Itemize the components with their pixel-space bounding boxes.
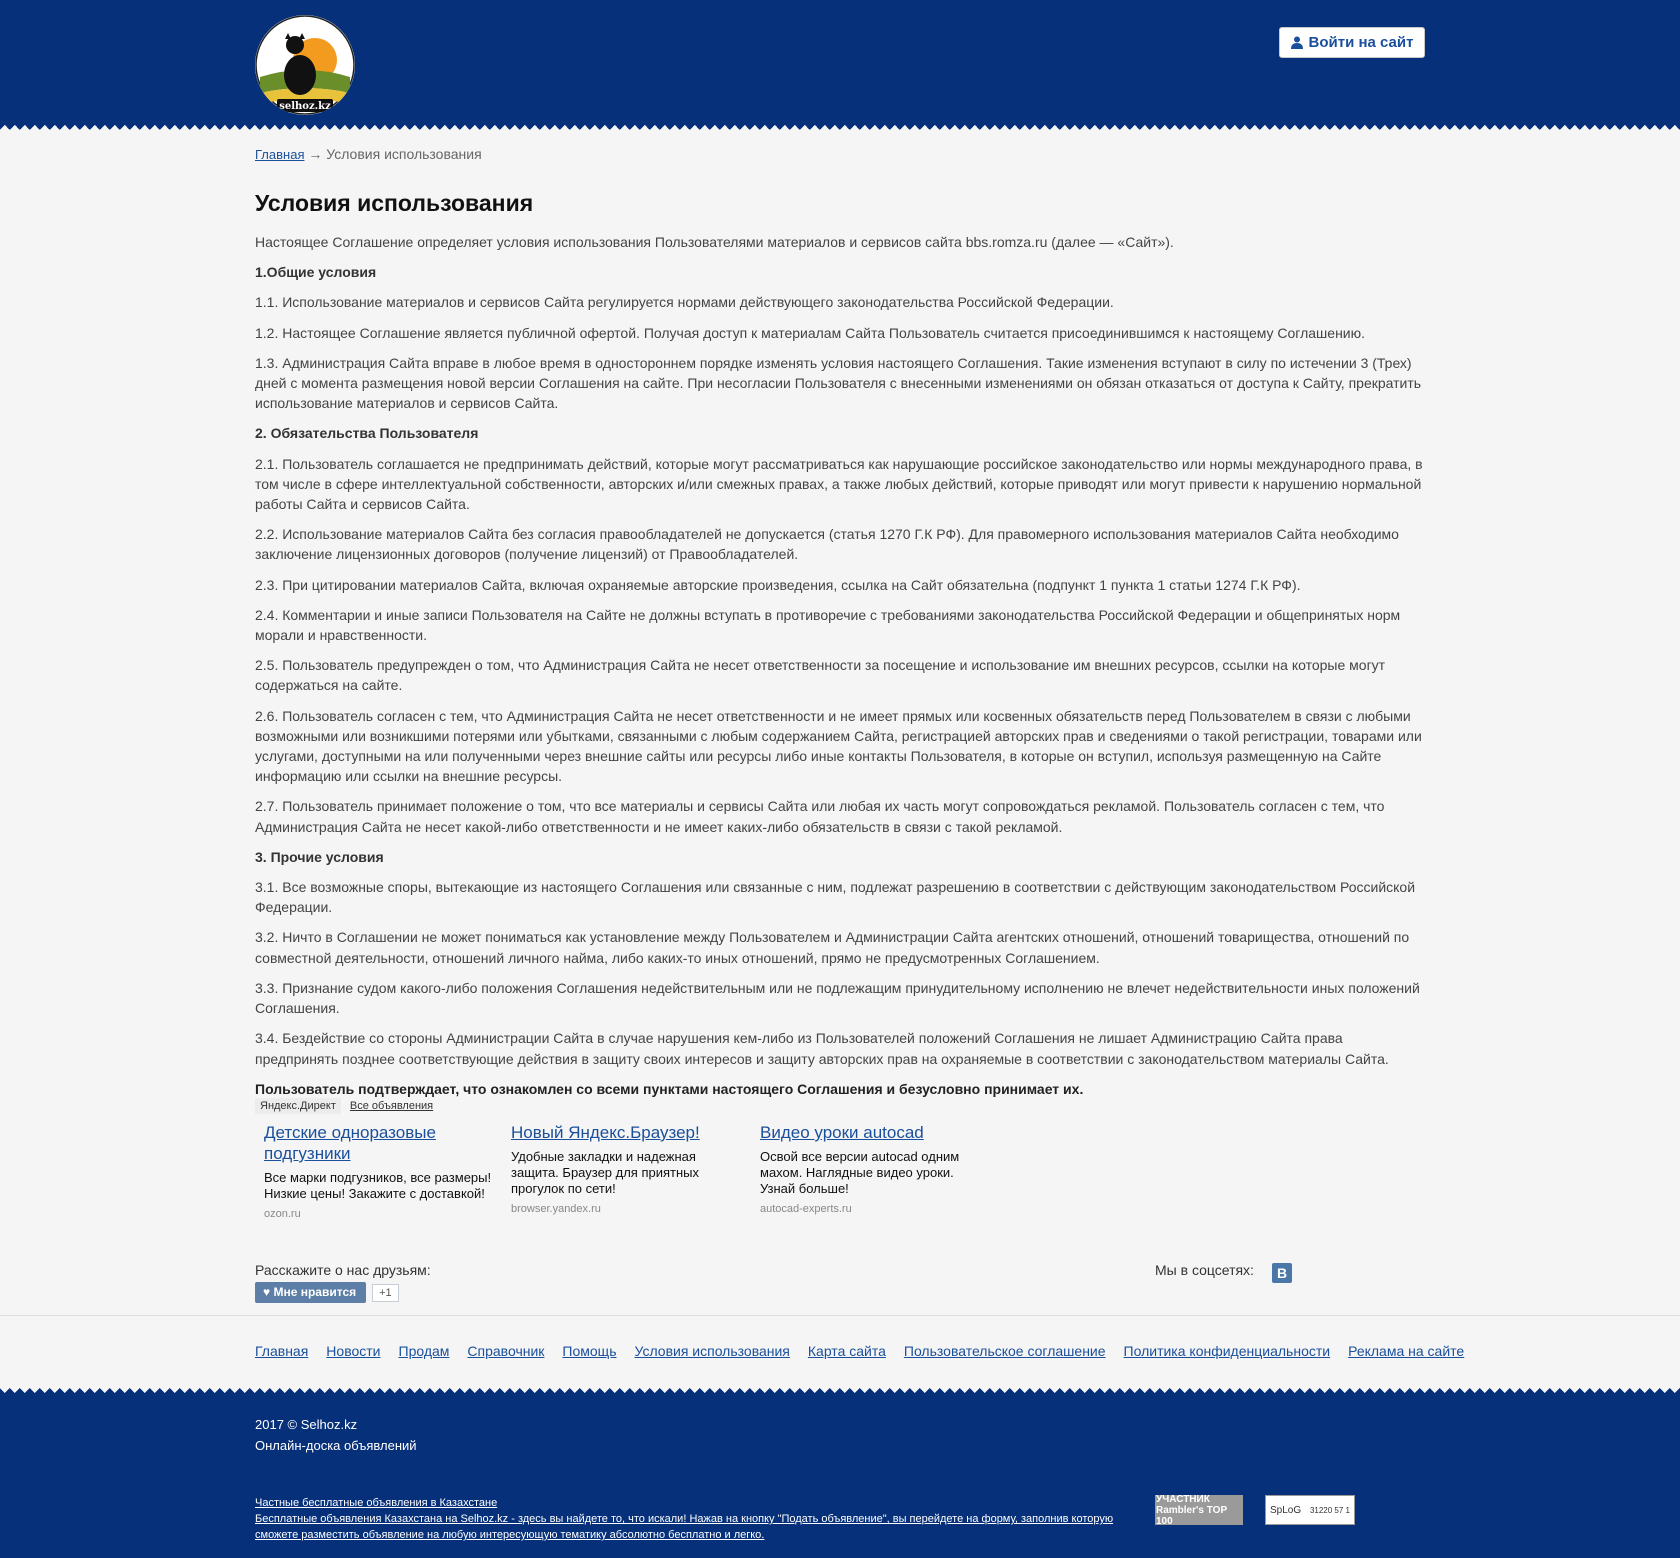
clause-3-2: 3.2. Ничто в Соглашении не может пониматься как установление между Пользователем и Администрации Сайта агентских отношений, отношений товарищества, отношений по совместной деятельности, отношений личного найма, либо каких-то иных отношений, прямо не предусмотренных Соглашением. bbox=[255, 929, 1410, 966]
login-label: Войти на сайт bbox=[1308, 34, 1414, 51]
section-2-title: 2. Обязательства Пользователя bbox=[255, 425, 479, 442]
login-button[interactable] bbox=[1279, 27, 1425, 58]
share-label: Расскажите о нас друзьям: bbox=[255, 1262, 431, 1278]
ad-description: Все марки подгузников, все размеры! Низкие цены! Закажите с доставкой! bbox=[264, 1170, 492, 1201]
clause-2-5: 2.5. Пользователь предупрежден о том, что Администрация Сайта не несет ответственности за посещение и использование им внешних ресурсов, ссылки на которые могут содержаться на сайте. bbox=[255, 657, 1386, 694]
clause-2-7: 2.7. Пользователь принимает положение о том, что все материалы и сервисы Сайта или любая их часть могут сопровождаться рекламой. Пользователь согласен с тем, что Администрация Сайта не несет какой-либо ответственности и не имеет каких-либо обязательств в связи с такой рекламой. bbox=[255, 798, 1385, 835]
terms-document bbox=[255, 232, 1425, 1109]
site-header bbox=[0, 0, 1680, 125]
all-ads-link[interactable]: Все объявления bbox=[349, 1100, 434, 1112]
footer-link-privacy[interactable]: Политика конфиденциальности bbox=[1123, 1343, 1331, 1359]
footer-divider bbox=[0, 1315, 1680, 1316]
copyright-text: 2017 © Selhoz.kz bbox=[255, 1417, 358, 1432]
header-zigzag-edge bbox=[0, 125, 1680, 135]
user-icon bbox=[1291, 36, 1303, 49]
heart-icon: ♥ bbox=[263, 1285, 271, 1299]
footer-seo-text bbox=[255, 1495, 1135, 1543]
site-logo[interactable] bbox=[255, 15, 355, 115]
ad-title[interactable]: Новый Яндекс.Браузер! bbox=[511, 1123, 700, 1142]
clause-2-1: 2.1. Пользователь соглашается не предпринимать действий, которые могут рассматриваться как нарушающие российское законодательство или нормы международного права, в том числе в сфере интеллектуальной собственности, авторских и/или смежных правах, а также любых действий, которые приводят или могут привести к нарушению нормальной работы Сайта и сервисов Сайта. bbox=[255, 455, 1423, 513]
clause-1-1: 1.1. Использование материалов и сервисов Сайта регулируется нормами действующего законодательства Российской Федерации. bbox=[255, 294, 1114, 311]
ad-item[interactable] bbox=[760, 1122, 970, 1215]
ads-header bbox=[255, 1100, 1005, 1112]
ad-title[interactable]: Видео уроки autocad bbox=[760, 1123, 924, 1142]
intro-paragraph: Настоящее Соглашение определяет условия использования Пользователями материалов и сервисов сайта bbs.romza.ru (далее — «Сайт»). bbox=[255, 234, 1174, 250]
ad-url[interactable]: ozon.ru bbox=[264, 1208, 301, 1220]
like-label: Мне нравится bbox=[273, 1285, 357, 1299]
footer-link-advertising[interactable]: Реклама на сайте bbox=[1348, 1343, 1465, 1359]
splog-counter[interactable] bbox=[1265, 1495, 1355, 1525]
footer-link-user-agreement[interactable]: Пользовательское соглашение bbox=[903, 1343, 1106, 1359]
footer-link-news[interactable]: Новости bbox=[326, 1343, 381, 1359]
like-widget bbox=[255, 1282, 399, 1303]
rambler-counter[interactable]: УЧАСТНИК Rambler's TOP 100 bbox=[1155, 1495, 1243, 1525]
footer-link-directory[interactable]: Справочник bbox=[467, 1343, 545, 1359]
clause-2-6: 2.6. Пользователь согласен с тем, что Администрация Сайта не несет ответственности и не имеет прямых или косвенных обязательств перед Пользователем в связи с любыми возможными или возникшими потерями или убытками, связанными с любым содержанием Сайта, регистрацией авторских прав и сведениями о такой регистрации, товарами или услугами, доступными на или полученными через внешние сайты или ресурсы либо иные контакты Пользователя, в которые он вступил, используя размещенную на Сайте информацию или ссылки на внешние ресурсы. bbox=[255, 707, 1422, 785]
ad-item[interactable] bbox=[511, 1122, 721, 1215]
page-title: Условия использования bbox=[255, 190, 534, 216]
breadcrumb bbox=[255, 146, 482, 162]
clause-3-1: 3.1. Все возможные споры, вытекающие из настоящего Соглашения или связанные с ним, подлежат разрешению в соответствии с действующим законодательством Российской Федерации. bbox=[255, 879, 1416, 916]
social-label: Мы в соцсетях: bbox=[1155, 1262, 1254, 1278]
breadcrumb-home-link[interactable]: Главная bbox=[255, 147, 305, 162]
ad-title[interactable]: Детские одноразовые подгузники bbox=[264, 1123, 436, 1163]
breadcrumb-current: Условия использования bbox=[326, 146, 482, 162]
cow-logo-icon bbox=[255, 15, 355, 115]
section-3-title: 3. Прочие условия bbox=[255, 848, 384, 865]
vk-icon[interactable]: В bbox=[1272, 1263, 1292, 1283]
like-button[interactable] bbox=[255, 1282, 366, 1303]
ad-url[interactable]: browser.yandex.ru bbox=[511, 1203, 601, 1215]
ads-tag[interactable]: Яндекс.Директ bbox=[255, 1098, 341, 1114]
ad-url[interactable]: autocad-experts.ru bbox=[760, 1203, 852, 1215]
svg-text:selhoz.kz: selhoz.kz bbox=[279, 101, 331, 112]
seo-link-2[interactable]: Бесплатные объявления Казахстана на Selhoz.kz - здесь вы найдете то, что искали! Нажав на кнопку "Подать объявление", вы перейдете на форму, заполнив которую сможете разместить объявление на любую интересующую тематику абсолютно бесплатно и легко. bbox=[255, 1513, 1114, 1541]
footer-link-help[interactable]: Помощь bbox=[562, 1343, 617, 1359]
footer-copyright-block bbox=[255, 1414, 417, 1456]
footer-nav bbox=[255, 1343, 1464, 1359]
splog-label: SpLoG bbox=[1270, 1504, 1302, 1516]
section-1-title: 1.Общие условия bbox=[255, 264, 377, 281]
clause-2-2: 2.2. Использование материалов Сайта без согласия правообладателей не допускается (статья 1270 Г.К РФ). Для правомерного использования материалов Сайта необходимо заключение лицензионных договоров (получение лицензий) от Правообладателей. bbox=[255, 526, 1399, 563]
yandex-direct-block bbox=[255, 1100, 1005, 1220]
clause-3-3: 3.3. Признание судом какого-либо положения Соглашения недействительным или не подлежащим принудительному исполнению не влечет недействительности иных положений Соглашения. bbox=[255, 979, 1420, 1017]
ad-description: Удобные закладки и надежная защита. Браузер для приятных прогулок по сети! bbox=[511, 1149, 700, 1196]
clause-2-3: 2.3. При цитировании материалов Сайта, включая охраняемые авторские произведения, ссылка на Сайт обязательна (подпункт 1 пункта 1 статьи 1274 Г.К РФ). bbox=[255, 576, 1301, 593]
clause-1-2: 1.2. Настоящее Соглашение является публичной офертой. Получая доступ к материалам Сайта Пользователь считается присоединившимся к настоящему Соглашению. bbox=[255, 324, 1366, 341]
seo-link-1[interactable]: Частные бесплатные объявления в Казахстане bbox=[255, 1497, 498, 1509]
clause-2-4: 2.4. Комментарии и иные записи Пользователя на Сайте не должны вступать в противоречие с требованиями законодательства Российской Федерации и общепринятых норм морали и нравственности. bbox=[255, 606, 1401, 644]
ad-item[interactable] bbox=[264, 1122, 494, 1220]
footer-link-sitemap[interactable]: Карта сайта bbox=[807, 1343, 886, 1359]
final-statement: Пользователь подтверждает, что ознакомлен со всеми пунктами настоящего Соглашения и безусловно принимает их. bbox=[255, 1080, 1084, 1097]
footer-link-terms[interactable]: Условия использования bbox=[634, 1343, 790, 1359]
footer-tagline: Онлайн-доска объявлений bbox=[255, 1438, 417, 1453]
clause-3-4: 3.4. Бездействие со стороны Администрации Сайта в случае нарушения кем-либо из Пользователей положений Соглашения не лишает Администрацию Сайта права предпринять позднее соответствующие действия в защиту своих интересов и защиту авторских прав на охраняемые в соответствии с законодательством материалы Сайта. bbox=[255, 1030, 1389, 1067]
footer-link-home[interactable]: Главная bbox=[255, 1343, 309, 1359]
breadcrumb-arrow: → bbox=[308, 146, 323, 162]
ad-description: Освой все версии autocad одним махом. Наглядные видео уроки. Узнай больше! bbox=[760, 1149, 960, 1196]
like-count: +1 bbox=[372, 1284, 399, 1302]
footer-link-sell[interactable]: Продам bbox=[398, 1343, 450, 1359]
footer-zigzag-edge bbox=[0, 1383, 1680, 1393]
clause-1-3: 1.3. Администрация Сайта вправе в любое время в одностороннем порядке изменять условия настоящего Соглашения. Такие изменения вступают в силу по истечении 3 (Трех) дней с момента размещения новой версии Соглашения на сайте. При несогласии Пользователя с внесенными изменениями он обязан отказаться от доступа к Сайту, прекратить использование материалов и сервисов Сайта. bbox=[255, 354, 1422, 412]
splog-stats: 31220 57 1 bbox=[1309, 1505, 1350, 1515]
